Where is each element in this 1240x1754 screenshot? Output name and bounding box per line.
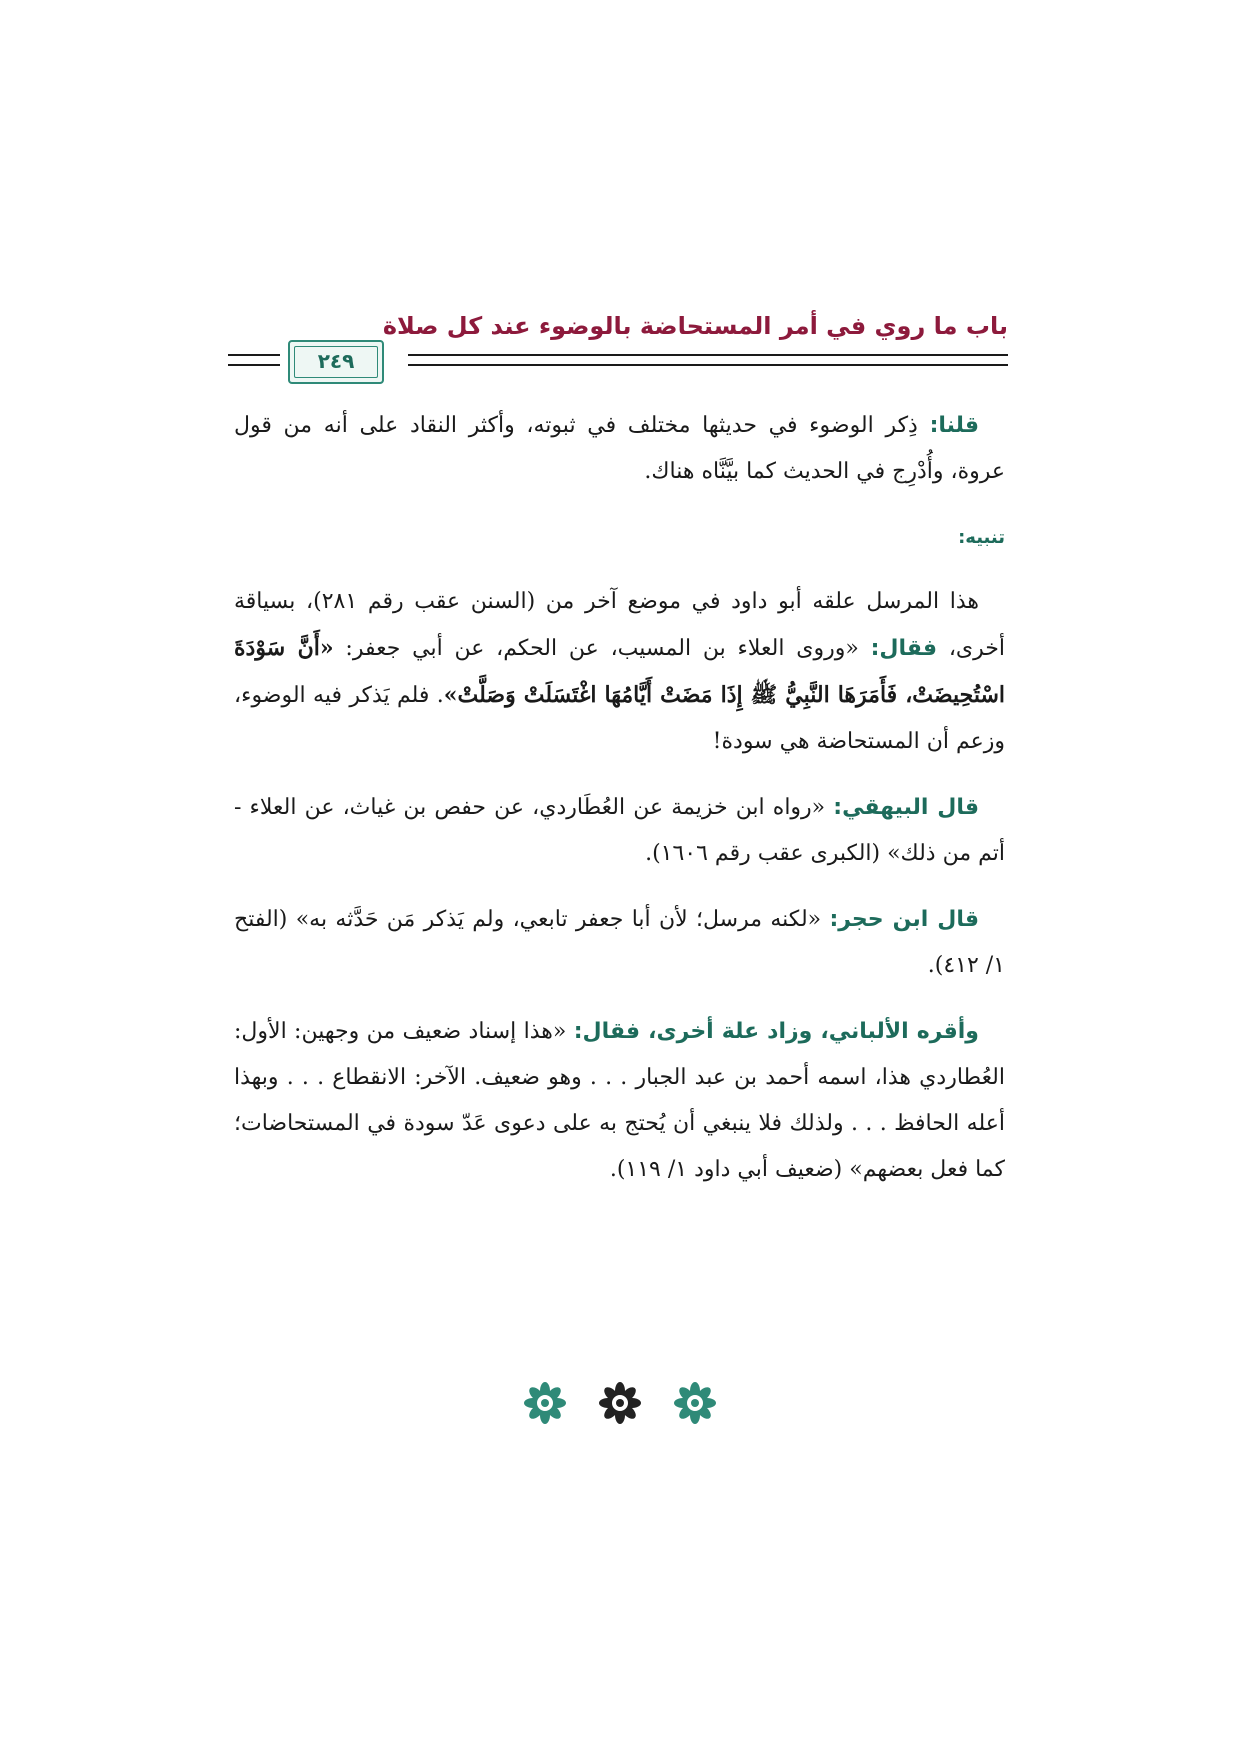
paragraph-albani-text: «هذا إسناد ضعيف من وجهين: الأول: العُطاردي هذا، اسمه أحمد بن عبد الجبار . . . وهو ضعيف. الآخر: الانقطاع . . . وبهذا أعله الحافظ . . . ولذلك فلا ينبغي أن يُحتج به على دعوى عَدّ سودة في المستحاضات؛ كما فعل بعضهم» (ضعيف أبي داود ١/ ١١٩).: [234, 1019, 1005, 1182]
header-rule-top-left: [228, 354, 280, 356]
label-qulna: قلنا:: [929, 413, 979, 438]
running-title: باب ما روي في أمر المستحاضة بالوضوء عند كل صلاة: [382, 312, 1008, 340]
paragraph-ibn-hajar-text: «لكنه مرسل؛ لأن أبا جعفر تابعي، ولم يَذكر مَن حَدَّثه به» (الفتح ١/ ٤١٢).: [234, 907, 1005, 978]
label-albani: وأقره الألباني، وزاد علة أخرى، فقال:: [573, 1019, 979, 1044]
paragraph-ibn-hajar: [234, 897, 1005, 989]
paragraph-mursal-text-1: هذا المرسل علقه أبو داود في موضع آخر من (السنن عقب رقم ٢٨١)، بسياقة أخرى،: [234, 589, 1005, 661]
label-bayhaqi: قال البيهقي:: [833, 795, 979, 820]
page-body: [234, 403, 1005, 1213]
paragraph-bayhaqi-text: «رواه ابن خزيمة عن العُطَاردي، عن حفص بن غياث، عن العلاء - أتم من ذلك» (الكبرى عقب رقم ١٦٠٦).: [234, 795, 1005, 866]
page-number-badge: [288, 340, 384, 384]
paragraph-qulna: [234, 403, 1005, 495]
flower-ornament-icon: [520, 1378, 570, 1428]
header-rule-bottom-right: [408, 364, 1008, 366]
paragraph-mursal: [234, 579, 1005, 765]
paragraph-albani: [234, 1009, 1005, 1193]
header-rule-top-right: [408, 354, 1008, 356]
hadith-text: «أَنَّ سَوْدَةَ اسْتُحِيضَتْ، فَأَمَرَهَا النَّبِيُّ ﷺ إِذَا مَضَتْ أَيَّامُهَا اغْتَسَلَتْ وَصَلَّتْ»: [234, 635, 1006, 708]
paragraph-mursal-text-3: . فلم يَذكر فيه الوضوء، وزعم أن المستحاضة هي سودة!: [234, 683, 1005, 754]
section-end-ornaments: [520, 1378, 720, 1428]
flower-ornament-icon: [595, 1378, 645, 1428]
paragraph-qulna-text: ذِكر الوضوء في حديثها مختلف في ثبوته، وأكثر النقاد على أنه من قول عروة، وأُدْرِج في الحديث كما بيَّنَّاه هناك.: [234, 413, 1005, 484]
header-rule-bottom-left: [228, 364, 280, 366]
page-header: [228, 312, 1008, 387]
paragraph-mursal-text-2: «وروى العلاء بن المسيب، عن الحكم، عن أبي جعفر:: [333, 636, 871, 661]
notice-heading: تنبيه:: [958, 527, 1005, 548]
flower-ornament-icon: [670, 1378, 720, 1428]
page-number: ٢٤٩: [317, 349, 355, 373]
label-ibn-hajar: قال ابن حجر:: [829, 907, 979, 932]
paragraph-bayhaqi: [234, 785, 1005, 877]
label-faqal: فقال:: [870, 636, 938, 661]
